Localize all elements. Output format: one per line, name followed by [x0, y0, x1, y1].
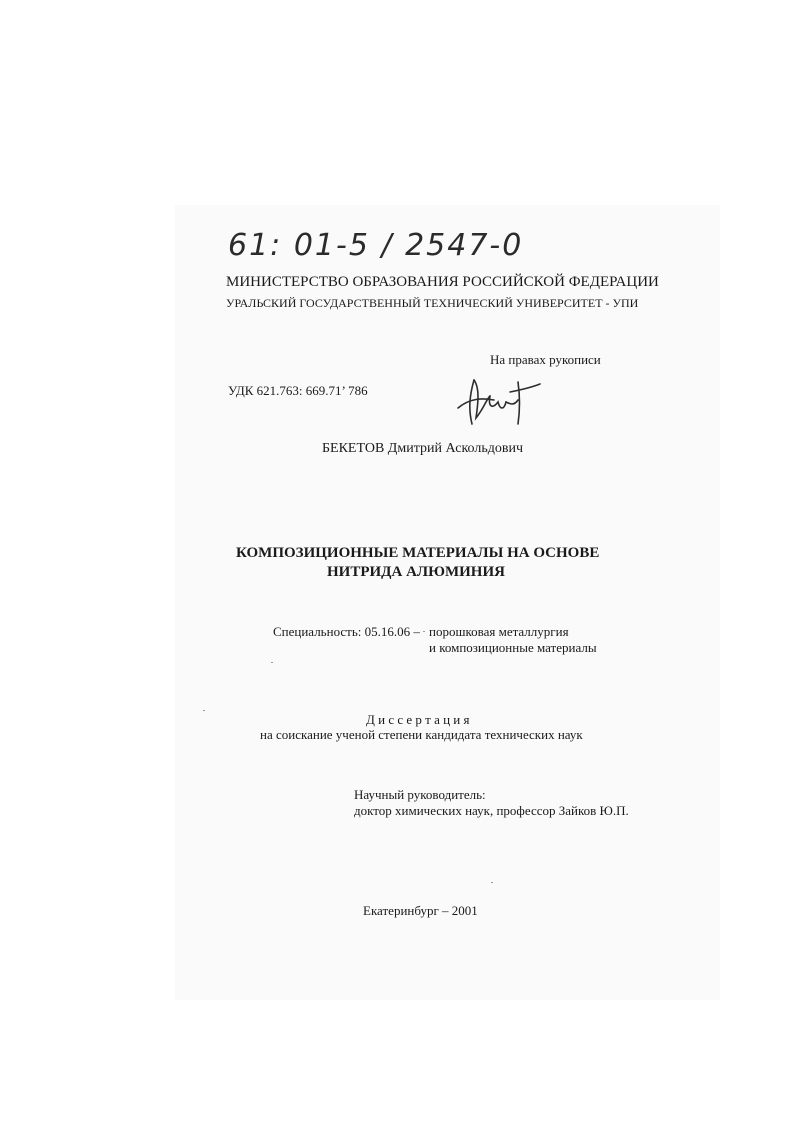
handwritten-signature-icon — [448, 374, 548, 435]
thesis-title-line-1: КОМПОЗИЦИОННЫЕ МАТЕРИАЛЫ НА ОСНОВЕ — [236, 545, 600, 561]
specialty-line-2: и композиционные материалы — [429, 640, 597, 655]
author-name: БЕКЕТОВ Дмитрий Аскольдович — [322, 441, 523, 456]
dissertation-heading: Д и с с е р т а ц и я — [366, 712, 470, 727]
scanned-page-area — [175, 205, 720, 1000]
scan-speck — [203, 710, 205, 711]
manuscript-note: На правах рукописи — [490, 352, 601, 367]
thesis-title-line-2: НИТРИДА АЛЮМИНИЯ — [327, 564, 505, 580]
scan-speck — [491, 882, 493, 883]
place-year: Екатеринбург – 2001 — [363, 903, 478, 918]
specialty-label: Специальность: 05.16.06 – — [273, 624, 420, 639]
supervisor-label: Научный руководитель: — [354, 787, 486, 802]
specialty-line-1: порошковая металлургия — [429, 624, 569, 639]
university-header: УРАЛЬСКИЙ ГОСУДАРСТВЕННЫЙ ТЕХНИЧЕСКИЙ УНИВЕРСИТЕТ - УПИ — [226, 296, 639, 310]
scan-speck — [423, 631, 425, 632]
scan-speck — [271, 662, 273, 663]
supervisor-name: доктор химических наук, профессор Зайков Ю.П. — [354, 803, 629, 818]
archive-number: 61: 01-5 / 2547-0 — [228, 228, 524, 263]
udc-code: УДК 621.763: 669.71’ 786 — [228, 383, 368, 398]
ministry-header: МИНИСТЕРСТВО ОБРАЗОВАНИЯ РОССИЙСКОЙ ФЕДЕРАЦИИ — [226, 274, 659, 290]
dissertation-subtitle: на соискание ученой степени кандидата технических наук — [260, 727, 583, 742]
